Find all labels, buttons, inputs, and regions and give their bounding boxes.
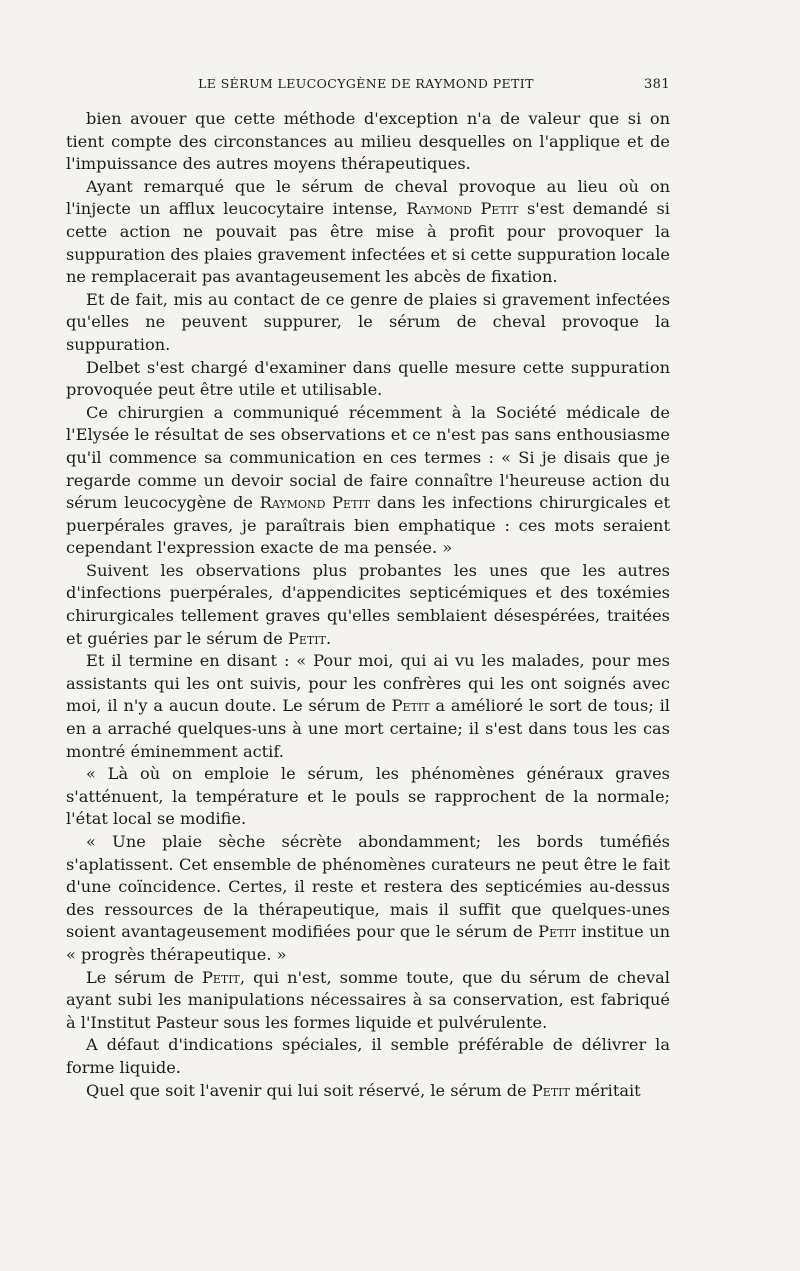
text-run: institue un « progrès thérapeutique. » <box>66 922 670 964</box>
text-run: Et il termine en disant : « Pour moi, qui ai vu les malades, pour mes assistants qui les ont suivis, pour les confrères qui les ont soignés avec moi, il n'y a aucun doute. Le sérum de <box>66 651 670 716</box>
text-run: « Là où on emploie le sérum, les phénomènes généraux graves s'atténuent, la température et le pouls se rapprochent de la normale; l'état local se modifie. <box>66 764 670 829</box>
paragraph <box>66 402 670 560</box>
text-run: . <box>325 628 332 648</box>
text-run: A défaut d'indications spéciales, il semble préférable de délivrer la forme liquide. <box>66 1035 670 1077</box>
paragraph <box>66 1080 670 1103</box>
person-name: Raymond Petit <box>406 199 519 219</box>
text-run: Ayant remarqué que le sérum de cheval provoque au lieu où on l'injecte un afflux leucocytaire intense, <box>66 176 670 219</box>
text-run: a amélioré le sort de tous; il en a arraché quelques-uns à une mort certaine; il s'est dans tous les cas montré éminemment actif. <box>66 696 670 761</box>
person-name: Raymond Petit <box>259 493 371 513</box>
text-run: « Une plaie sèche sécrète abondamment; les bords tuméfiés s'aplatissent. Cet ensemble de phénomènes curateurs ne peut être le fait d'une coïncidence. Certes, il reste et restera des septicémies au-dessus des ressources de la thérapeutique, mais il suffit que quelques-unes soient avantageusement modifiées pour que le sérum de <box>66 832 670 942</box>
person-name: Petit <box>538 922 577 942</box>
person-name: Petit <box>201 967 240 987</box>
page-number: 381 <box>643 77 670 92</box>
paragraph <box>66 763 670 831</box>
text-run: dans les infections chirurgicales et puerpérales graves, je paraîtrais bien emphatique : ces mots seraient cependant l'expression exacte de ma pensée. » <box>66 493 670 558</box>
text-run: , qui n'est, somme toute, que du sérum de cheval ayant subi les manipulations nécessaires à sa conservation, est fabriqué à l'Institut Pasteur sous les formes liquide et pulvérulente. <box>66 967 670 1032</box>
page-header <box>66 76 670 92</box>
paragraph <box>66 176 670 289</box>
person-name: Petit <box>287 628 326 648</box>
paragraph <box>66 1034 670 1079</box>
paragraph <box>66 357 670 402</box>
text-run: Ce chirurgien a communiqué récemment à la Société médicale de l'Elysée le résultat de ses observations et ce n'est pas sans enthousiasme qu'il commence sa communication en ces termes : « Si je disais que je regarde comme un devoir social de faire connaître l'heureuse action du sérum leucocygène de <box>66 402 670 513</box>
person-name: Petit <box>531 1080 570 1100</box>
text-run: s'est demandé si cette action ne pouvait pas être mise à profit pour provoquer la suppuration des plaies gravement infectées et si cette suppuration locale ne remplacerait pas avantageusement les abcès de fixation. <box>66 199 670 287</box>
text-run: Delbet s'est chargé d'examiner dans quelle mesure cette suppuration provoquée peut être utile et utilisable. <box>66 357 670 400</box>
text-run: méritait <box>569 1080 641 1100</box>
paragraph <box>66 831 670 967</box>
text-run: Quel que soit l'avenir qui lui soit réservé, le sérum de <box>86 1080 532 1100</box>
text-run: Et de fait, mis au contact de ce genre de plaies si gravement infectées qu'elles ne peuvent suppurer, le sérum de cheval provoque la suppuration. <box>66 289 670 354</box>
running-title: LE SÉRUM LEUCOCYGÈNE DE RAYMOND PETIT <box>198 76 534 91</box>
paragraph <box>66 560 670 650</box>
paragraph <box>66 108 670 176</box>
person-name: Petit <box>391 696 430 716</box>
text-run: Suivent les observations plus probantes les unes que les autres d'infections puerpérales, d'appendicites septicémiques et des toxémies chirurgicales tellement graves qu'elles semblaient désespérées, traitées et guéries par le sérum de <box>66 560 670 648</box>
text-run: Le sérum de <box>86 967 202 987</box>
paragraph <box>66 289 670 357</box>
body-text <box>66 108 670 1102</box>
text-run: bien avouer que cette méthode d'exception n'a de valeur que si on tient compte des circonstances au milieu desquelles on l'applique et de l'impuissance des autres moyens thérapeutiques. <box>66 109 670 174</box>
paragraph <box>66 967 670 1035</box>
paragraph <box>66 650 670 763</box>
